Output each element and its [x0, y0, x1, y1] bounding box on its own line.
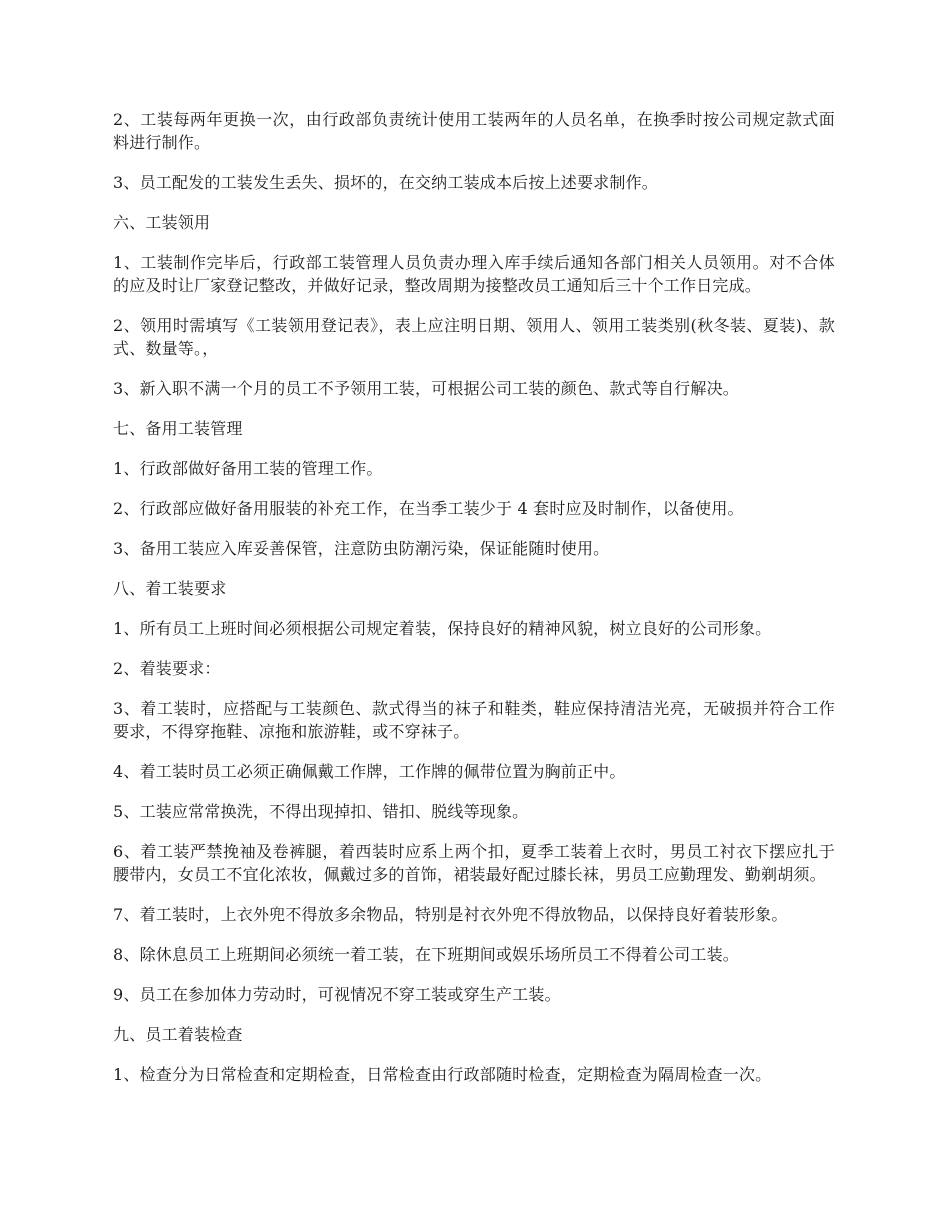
document-page [113, 108, 835, 1103]
paragraph-item: 2、行政部应做好备用服装的补充工作，在当季工装少于 4 套时应及时制作，以备使用。 [113, 499, 744, 518]
paragraph-item: 8、除休息员工上班期间必须统一着工装，在下班期间或娱乐场所员工不得着公司工装。 [113, 945, 739, 964]
paragraph-item: 1、行政部做好备用工装的管理工作。 [113, 459, 383, 478]
paragraph-item: 1、工装制作完毕后，行政部工装管理人员负责办理入库手续后通知各部门相关人员领用。对不合体的应及时让厂家登记整改，并做好记录，整改周期为接整改员工通知后三十个工作日完成。 [113, 253, 835, 295]
section-heading: 七、备用工装管理 [113, 419, 243, 438]
paragraph-item: 1、所有员工上班时间必须根据公司规定着装，保持良好的精神风貌，树立良好的公司形象。 [113, 619, 772, 638]
paragraph-item: 2、着装要求： [113, 659, 221, 678]
paragraph-item: 2、工装每两年更换一次，由行政部负责统计使用工装两年的人员名单，在换季时按公司规定款式面料进行制作。 [113, 110, 835, 152]
paragraph-item: 3、新入职不满一个月的员工不予领用工装，可根据公司工装的颜色、款式等自行解决。 [113, 379, 739, 398]
paragraph-item: 3、备用工装应入库妥善保管，注意防虫防潮污染，保证能随时使用。 [113, 539, 610, 558]
paragraph-item: 6、着工装严禁挽袖及卷裤腿，着西装时应系上两个扣，夏季工装着上衣时，男员工衬衣下摆应扎于腰带内，女员工不宜化浓妆，佩戴过多的首饰，裙装最好配过膝长袜，男员工应勤理发、勤剃胡须。 [113, 842, 835, 884]
paragraph-item: 7、着工装时，上衣外兜不得放多余物品，特别是衬衣外兜不得放物品，以保持良好着装形象。 [113, 905, 788, 924]
section-heading: 九、员工着装检查 [113, 1025, 243, 1044]
section-heading: 八、着工装要求 [113, 579, 227, 598]
paragraph-item: 5、工装应常常换洗，不得出现掉扣、错扣、脱线等现象。 [113, 802, 529, 821]
paragraph-item: 3、员工配发的工装发生丢失、损坏的，在交纳工装成本后按上述要求制作。 [113, 173, 658, 192]
paragraph-item: 9、员工在参加体力劳动时，可视情况不穿工装或穿生产工装。 [113, 985, 561, 1004]
paragraph-item: 1、检查分为日常检查和定期检查，日常检查由行政部随时检查，定期检查为隔周检查一次。 [113, 1065, 772, 1084]
paragraph-item: 2、领用时需填写《工装领用登记表》，表上应注明日期、领用人、领用工装类别(秋冬装、夏装)、款式、数量等。， [113, 316, 835, 358]
paragraph-item: 4、着工装时员工必须正确佩戴工作牌，工作牌的佩带位置为胸前正中。 [113, 762, 626, 781]
paragraph-item: 3、着工装时，应搭配与工装颜色、款式得当的袜子和鞋类，鞋应保持清洁光亮，无破损并符合工作要求，不得穿拖鞋、凉拖和旅游鞋，或不穿袜子。 [113, 699, 835, 741]
section-heading: 六、工装领用 [113, 213, 211, 232]
